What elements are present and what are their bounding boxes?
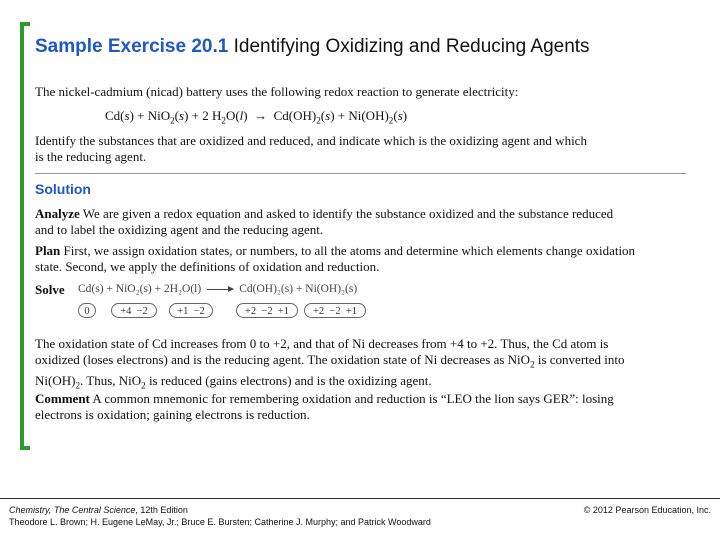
- divider: [35, 173, 686, 174]
- solve-equation: [78, 283, 357, 295]
- explanation-paragraph: The oxidation state of Cd increases from 0 to +2, and that of Ni decreases from +4 to +2. Thus, the Cd atom is oxidized (loses electrons) and is the reducing agent. The oxidation state of Ni decreases as NiO$_2$ is converted into $Ni(OH)_2$. Thus, NiO$_2$ is reduced (gains electrons) and is the oxidizing agent.: [35, 336, 625, 391]
- ox-state-cdoh2: +2 −2 +1: [236, 303, 298, 318]
- solve-reactants: Cd(s) + NiO₂(s) + 2H₂O(l): [78, 283, 202, 295]
- solve-products: Cd(OH)₂(s) + Ni(OH)₂(s): [239, 283, 358, 295]
- footer-authors: Theodore L. Brown; H. Eugene LeMay, Jr.; Bruce E. Bursten; Catherine J. Murphy; and Patrick Woodward: [9, 517, 431, 527]
- slide-title: [35, 36, 590, 58]
- exercise-title: Identifying Oxidizing and Reducing Agents: [233, 36, 590, 57]
- plan-paragraph: Plan First, we assign oxidation states, or numbers, to all the atoms and determine which elements change oxidation state. Second, we apply the definitions of oxidation and reduction.: [35, 243, 636, 274]
- ox-state-h2o: +1 −2: [169, 303, 213, 318]
- reaction-arrow: →: [254, 108, 268, 123]
- redox-equation: Cd(s) + NiO$_2$(s) + 2 $H_2O(l) \to Cd(OH)_2(s) + Ni(OH)_2(s)$: [105, 108, 408, 126]
- footer-divider: [0, 498, 720, 499]
- exercise-number: Sample Exercise 20.1: [35, 36, 229, 57]
- ox-state-ni-nio2: +4 −2: [111, 303, 157, 318]
- solve-label: Solve: [35, 282, 65, 297]
- comment-paragraph: Comment A common mnemonic for remembering oxidation and reduction is “LEO the lion says GER”: losing electrons is oxidation; gaining electrons is reduction.: [35, 391, 614, 422]
- footer-copyright: © 2012 Pearson Education, Inc.: [583, 505, 711, 515]
- task-text: Identify the substances that are oxidized and reduced, and indicate which is the oxidizing agent and which is the reducing agent.: [35, 133, 587, 164]
- solve-arrow: [207, 289, 233, 290]
- slide-bracket-decoration: [20, 22, 30, 450]
- ox-state-nioh2: +2 −2 +1: [304, 303, 366, 318]
- intro-text: The nickel-cadmium (nicad) battery uses the following redox reaction to generate electricity:: [35, 84, 519, 99]
- footer-book: Chemistry, The Central Science, 12th Edition: [9, 505, 188, 515]
- ox-state-cd: 0: [78, 303, 96, 318]
- solution-heading: Solution: [35, 181, 91, 197]
- analyze-paragraph: Analyze We are given a redox equation and asked to identify the substance oxidized and the substance reduced and to label the oxidizing agent and the reducing agent.: [35, 206, 614, 237]
